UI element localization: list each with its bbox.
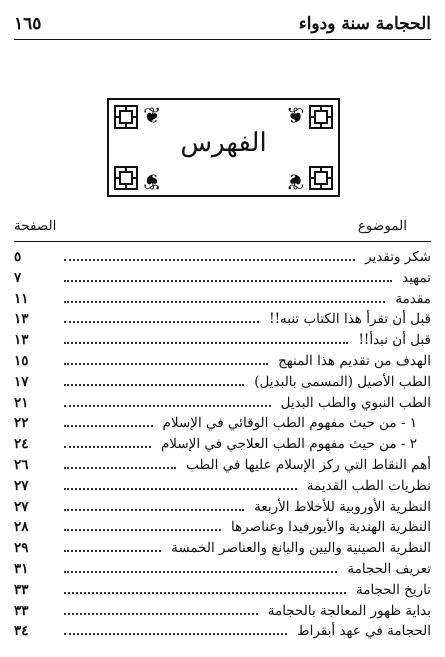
column-header-rule <box>14 241 431 242</box>
subject-column-header: الموضوع <box>357 218 407 234</box>
toc-entry-page: ٢١ <box>14 394 29 411</box>
toc-entry[interactable] <box>14 603 431 624</box>
toc-entry-page: ٣٤ <box>14 623 29 640</box>
dot-leader <box>64 529 221 531</box>
index-title: الفهرس <box>180 128 267 158</box>
toc-entry-title: بداية ظهور المعالجة بالحجامة <box>267 602 431 619</box>
toc-entry-page: ٢٢ <box>14 415 29 432</box>
toc-entry-page: ٣١ <box>14 560 29 577</box>
toc-entry[interactable] <box>14 270 431 291</box>
toc-entry[interactable] <box>14 311 431 332</box>
toc-entry[interactable] <box>14 332 431 353</box>
toc-entry[interactable] <box>14 415 431 436</box>
toc-entry-title: شكر وتقدير <box>365 249 431 265</box>
corner-knot-icon <box>308 104 334 130</box>
toc-entry[interactable] <box>14 395 431 416</box>
dot-leader <box>64 301 385 303</box>
dot-leader <box>64 280 392 282</box>
dot-leader <box>64 592 346 594</box>
corner-knot-icon <box>113 104 139 130</box>
dot-leader <box>64 613 258 615</box>
toc-entry-page: ٢٧ <box>14 477 29 494</box>
toc-entry-title: الطب الأصيل (المسمى بالبديل) <box>254 373 431 390</box>
dot-leader <box>64 259 355 261</box>
toc-entry[interactable] <box>14 478 431 499</box>
toc-entry-page: ٢٤ <box>14 436 29 453</box>
toc-entry-title: قبل أن تقرأ هذا الكتاب تنبه!! <box>269 311 431 328</box>
toc-entry[interactable] <box>14 540 431 561</box>
dot-leader <box>64 446 151 448</box>
toc-entry[interactable] <box>14 353 431 374</box>
toc-entry-title: النظرية الأوروبية للأخلاط الأربعة <box>254 498 431 515</box>
running-header <box>14 12 431 38</box>
toc-entry-title: الهدف من تقديم هذا المنهج <box>278 352 431 369</box>
swirl-ornament-icon: ❦ <box>143 104 162 129</box>
toc-entry[interactable] <box>14 457 431 478</box>
page-column-header: الصفحة <box>14 218 57 234</box>
toc-entry-title: ١ - من حيث مفهوم الطب الوقائي في الإسلام <box>162 415 417 432</box>
toc-entry-page: ١٣ <box>14 332 29 349</box>
toc-entry-page: ١٣ <box>14 311 29 328</box>
dot-leader <box>64 467 176 469</box>
toc-entry-page: ٣٣ <box>14 581 29 598</box>
toc-entry[interactable] <box>14 249 431 270</box>
toc-entry-page: ٢٦ <box>14 456 29 473</box>
toc-entry-title: الطب النبوي والطب البديل <box>280 394 431 411</box>
swirl-ornament-icon: ❦ <box>143 168 162 193</box>
corner-knot-icon <box>113 165 139 191</box>
header-rule <box>14 39 431 40</box>
toc-entry[interactable] <box>14 582 431 603</box>
toc-entry-title: نظريات الطب القديمة <box>306 477 431 494</box>
toc-entry-title: مقدمة <box>395 290 431 307</box>
dot-leader <box>64 425 153 427</box>
dot-leader <box>64 321 259 323</box>
toc-entry-title: قبل أن نبدأ!! <box>358 332 431 349</box>
toc-entry[interactable] <box>14 291 431 312</box>
dot-leader <box>64 633 287 635</box>
toc-entry-title: ٢ - من حيث مفهوم الطب العلاجي في الإسلام <box>160 436 417 453</box>
dot-leader <box>64 405 271 407</box>
column-headers <box>14 218 431 240</box>
toc-entry-title: تاريخ الحجامة <box>355 581 431 598</box>
toc-entry-page: ٢٩ <box>14 540 29 557</box>
toc-entry-title: الحجامة في عهد أبقراط <box>297 623 431 640</box>
toc-entry-page: ١٥ <box>14 352 29 369</box>
toc-entry[interactable] <box>14 561 431 582</box>
toc-entry-page: ٥ <box>14 249 22 265</box>
toc-entry[interactable] <box>14 374 431 395</box>
toc-entry-page: ١١ <box>14 290 29 307</box>
toc-entry[interactable] <box>14 623 431 644</box>
dot-leader <box>64 488 297 490</box>
toc-entry-title: تمهيد <box>402 269 431 286</box>
dot-leader <box>64 509 244 511</box>
index-title-ornament-frame <box>107 98 340 197</box>
page-number: ١٦٥ <box>14 14 42 34</box>
toc-entry-title: النظرية الهندية والأيورفيدا وعناصرها <box>230 519 431 536</box>
book-title: الحجامة سنة ودواء <box>298 14 431 34</box>
toc-entry[interactable] <box>14 436 431 457</box>
swirl-ornament-icon: ❦ <box>285 104 304 129</box>
toc-entry-page: ٣٣ <box>14 602 29 619</box>
dot-leader <box>64 384 244 386</box>
toc-entry-page: ٢٨ <box>14 519 29 536</box>
toc-entry-page: ١٧ <box>14 373 29 390</box>
toc-entry[interactable] <box>14 499 431 520</box>
dot-leader <box>64 550 161 552</box>
corner-knot-icon <box>308 165 334 191</box>
toc-entry-page: ٢٧ <box>14 498 29 515</box>
toc-entry[interactable] <box>14 519 431 540</box>
table-of-contents <box>14 249 431 644</box>
toc-entry-page: ٧ <box>14 269 22 286</box>
dot-leader <box>64 342 348 344</box>
toc-entry-title: تعريف الحجامة <box>347 560 431 577</box>
dot-leader <box>64 571 337 573</box>
toc-entry-title: النظرية الصينية واليين واليانغ والعناصر الخمسة <box>171 540 431 557</box>
swirl-ornament-icon: ❦ <box>285 168 304 193</box>
dot-leader <box>64 363 268 365</box>
toc-entry-title: أهم النقاط التي ركز الإسلام عليها في الطب <box>186 456 431 473</box>
